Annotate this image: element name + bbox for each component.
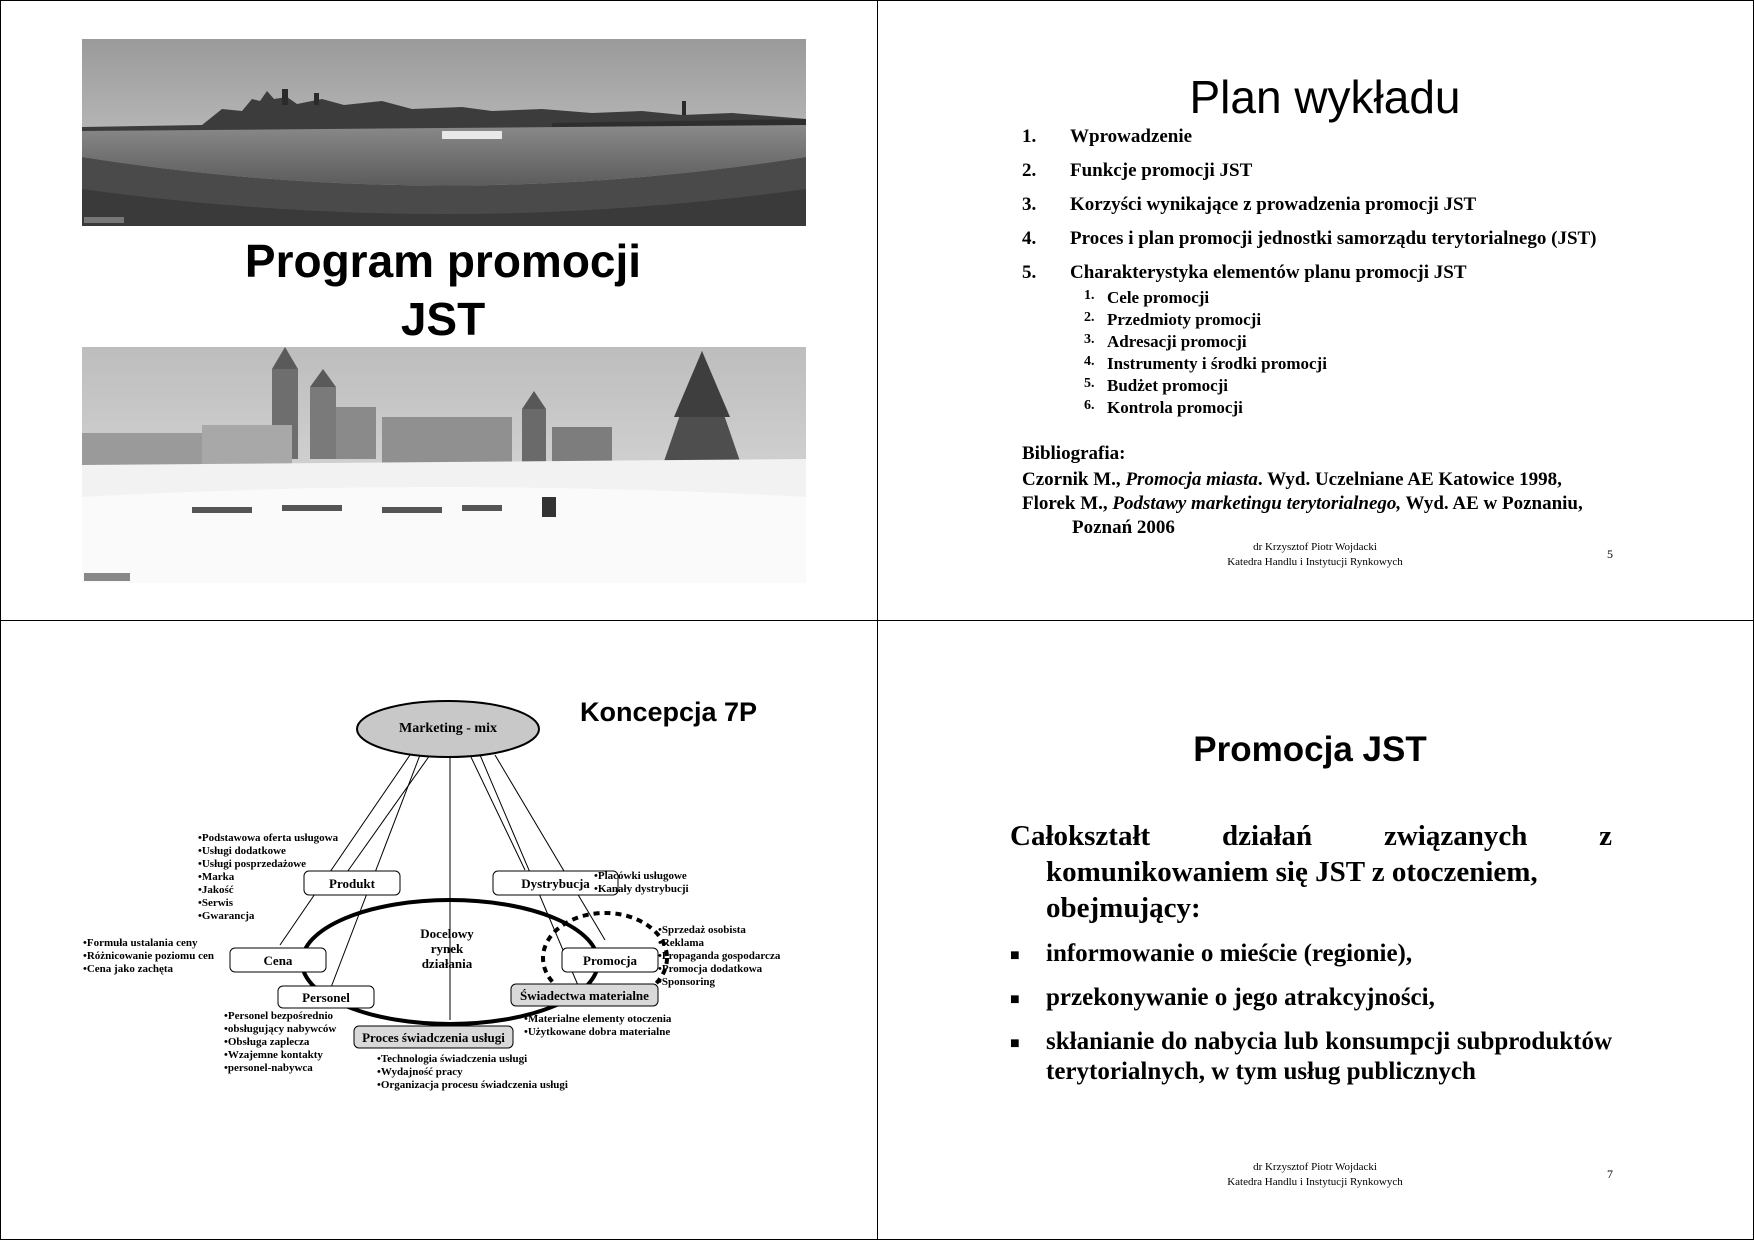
label-dystrybucja: Dystrybucja (521, 876, 590, 891)
bibliography (1022, 442, 1722, 540)
list-item: •Materialne elementy otoczenia (524, 1013, 672, 1025)
lead-paragraph (1010, 818, 1612, 926)
toc-subitem-number: 6. (1084, 398, 1095, 413)
bullet-item (1010, 983, 1612, 1013)
bib2-title: Podstawy marketingu terytorialnego, (1112, 493, 1402, 514)
label-proces: Proces świadczenia usługi (362, 1030, 505, 1045)
toc-subitem-text: Kontrola promocji (1107, 398, 1243, 417)
bullet-text: informowanie o mieście (regionie), (1046, 940, 1413, 967)
toc-item (1022, 160, 1742, 194)
lead-line-2: komunikowaniem się JST z otoczeniem, (1046, 856, 1538, 888)
label-personel: Personel (302, 990, 350, 1005)
toc-subitem (1022, 288, 1742, 310)
list-item: •Usługi posprzedażowe (198, 858, 307, 870)
toc-subitem-number: 3. (1084, 332, 1095, 347)
lead-word: związanych (1383, 820, 1528, 852)
bib1-rest: . Wyd. Uczelniane AE Katowice 1998, (1257, 469, 1562, 490)
bib2-rest: Wyd. AE w Poznaniu, (1401, 493, 1583, 514)
koncepcja-title: Koncepcja 7P (580, 697, 758, 727)
list-item: •Kanały dystrybucji (594, 883, 689, 895)
list-item: •Placówki usługowe (594, 870, 687, 882)
bib2-author: Florek M., (1022, 493, 1113, 514)
list-item: •Organizacja procesu świadczenia usługi (377, 1079, 568, 1091)
lead-word: Całokształt (1010, 820, 1151, 852)
lead-line-3: obejmujący: (1046, 892, 1201, 924)
bib1-title: Promocja miasta (1125, 469, 1258, 490)
toc-subitem-text: Instrumenty i środki promocji (1107, 354, 1327, 373)
bullet-item (1010, 1027, 1612, 1087)
list-item: •Obsługa zaplecza (224, 1036, 310, 1048)
slide2-footer (1170, 540, 1460, 570)
list-item: •Personel bezpośrednio (224, 1010, 334, 1022)
list-item: •Cena jako zachęta (83, 963, 174, 975)
slide1-title-line2: JST (400, 293, 486, 345)
lead-word: działań (1221, 820, 1313, 852)
list-item: •Sponsoring (658, 976, 716, 988)
slide4-page-number: 7 (1607, 1167, 1613, 1181)
list-item: •Technologia świadczenia usługi (377, 1053, 528, 1065)
toc-subitem-number: 5. (1084, 376, 1095, 391)
personel-list (224, 1010, 336, 1075)
toc-subitem (1022, 332, 1742, 354)
toc-subitem (1022, 310, 1742, 332)
list-item: •Usługi dodatkowe (198, 845, 286, 857)
lead-word: z (1599, 820, 1612, 852)
toc-item-number: 5. (1022, 262, 1037, 283)
toc-subitem-text: Budżet promocji (1107, 376, 1229, 395)
slide1-title (80, 232, 806, 348)
label-produkt: Produkt (329, 876, 375, 891)
list-item: •personel-nabywca (224, 1062, 313, 1074)
toc-item-text: Proces i plan promocji jednostki samorządu terytorialnego (JST) (1070, 228, 1597, 249)
toc-item-number: 3. (1022, 194, 1037, 215)
toc-subitem-number: 1. (1084, 288, 1095, 303)
toc-item-text: Wprowadzenie (1070, 126, 1193, 147)
promocja-list (658, 924, 780, 989)
toc-subitem (1022, 376, 1742, 398)
list-item: •obsługujący nabywców (224, 1023, 337, 1035)
list-item: •Gwarancja (198, 910, 255, 922)
list-item: •Promocja dodatkowa (658, 963, 763, 975)
swiadectwa-list (524, 1013, 671, 1039)
list-item: •Użytkowane dobra materialne (524, 1026, 671, 1038)
toc-subitem-text: Przedmioty promocji (1107, 310, 1262, 329)
toc-item-text: Funkcje promocji JST (1070, 160, 1253, 181)
toc-list (1022, 126, 1742, 420)
toc-item (1022, 228, 1742, 262)
label-target-market (400, 926, 494, 971)
toc-subitem-text: Cele promocji (1107, 288, 1210, 307)
target-market-line: rynek (430, 941, 464, 956)
bullet-text: przekonywanie o jego atrakcyjności, (1046, 984, 1435, 1011)
toc-item (1022, 262, 1742, 288)
list-item: •Wydajność pracy (377, 1066, 463, 1078)
toc-subitem-number: 2. (1084, 310, 1095, 325)
square-bullet-icon: ■ (1010, 947, 1020, 964)
list-item: •Wzajemne kontakty (224, 1049, 323, 1061)
square-bullet-icon: ■ (1010, 991, 1020, 1008)
slide2-page-number: 5 (1607, 547, 1613, 561)
list-item: •Propaganda gospodarcza (658, 950, 781, 962)
winter-castle-photo (82, 347, 806, 583)
toc-item-number: 4. (1022, 228, 1037, 249)
list-item: •Serwis (198, 897, 234, 909)
label-swiadectwa: Świadectwa materialne (520, 988, 649, 1003)
label-cena: Cena (263, 953, 293, 968)
list-item: •Marka (198, 871, 235, 883)
toc-item-number: 2. (1022, 160, 1037, 181)
list-item: •Reklama (658, 937, 705, 949)
bullet-item (1010, 939, 1612, 969)
bib1-author: Czornik M., (1022, 469, 1126, 490)
toc-subitem-number: 4. (1084, 354, 1095, 369)
list-item: •Jakość (198, 884, 234, 896)
toc-item-number: 1. (1022, 126, 1037, 147)
toc-item-text: Charakterystyka elementów planu promocji JST (1070, 262, 1467, 283)
cena-list (83, 937, 214, 976)
dystrybucja-list (594, 870, 689, 896)
bullet-text: skłanianie do nabycia lub konsumpcji subproduktów terytorialnych, w tym usług publicznych (1046, 1028, 1612, 1085)
footer-department: Katedra Handlu i Instytucji Rynkowych (1227, 1176, 1403, 1188)
footer-department: Katedra Handlu i Instytucji Rynkowych (1227, 556, 1403, 568)
panorama-river-photo (82, 39, 806, 226)
lead-line-1 (1010, 818, 1612, 854)
list-item: •Formuła ustalania ceny (83, 937, 198, 949)
square-bullet-icon: ■ (1010, 1035, 1020, 1052)
toc-item (1022, 126, 1742, 160)
plan-title: Plan wykładu (1189, 71, 1461, 123)
slide4-footer (1170, 1160, 1460, 1190)
toc-subitem (1022, 354, 1742, 376)
proces-list (377, 1053, 568, 1092)
target-market-line: działania (421, 956, 473, 971)
produkt-list (198, 832, 338, 923)
toc-subitem-text: Adresacji promocji (1107, 332, 1247, 351)
bib-heading: Bibliografia: (1022, 443, 1126, 464)
list-item: •Różnicowanie poziomu cen (83, 950, 214, 962)
list-item: •Podstawowa oferta usługowa (198, 832, 339, 844)
toc-item-text: Korzyści wynikające z prowadzenia promocji JST (1070, 194, 1477, 215)
list-item: •Sprzedaż osobista (658, 924, 746, 936)
target-market-line: Docelowy (420, 926, 474, 941)
slide1-title-line1: Program promocji (244, 235, 642, 287)
toc-subitem (1022, 398, 1742, 420)
promocja-title: Promocja JST (1193, 730, 1427, 769)
bib-entry-2 (1022, 492, 1722, 516)
toc-item (1022, 194, 1742, 228)
label-marketing-mix: Marketing - mix (399, 721, 497, 736)
footer-author: dr Krzysztof Piotr Wojdacki (1253, 541, 1377, 553)
bib-entry-1 (1022, 468, 1722, 492)
bib-entry-2-cont: Poznań 2006 (1072, 517, 1175, 538)
footer-author: dr Krzysztof Piotr Wojdacki (1253, 1161, 1377, 1173)
label-promocja: Promocja (583, 953, 637, 968)
